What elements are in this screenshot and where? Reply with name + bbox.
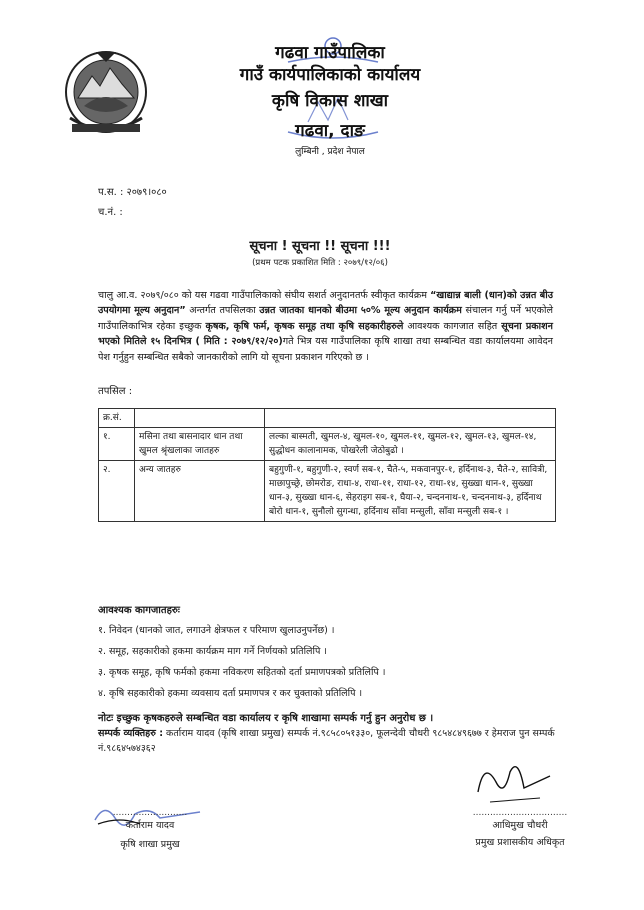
chalani-number: च.नं. : — [98, 207, 123, 218]
requirements-title: आवश्यक कागजातहरुः — [98, 605, 180, 616]
body-bold-2: उन्नत जातका धानको बीउमा ५०% मूल्य अनुदान कार्यक्रम — [259, 305, 462, 317]
body-text-2: अन्तर्गत तपसिलका — [185, 305, 260, 317]
header-province: लुम्बिनी , प्रदेश नेपाल — [295, 147, 365, 157]
notice-body — [98, 288, 553, 365]
signature-right-title: प्रमुख प्रशासकीय अधिकृत — [475, 837, 565, 848]
requirements-list — [98, 620, 385, 704]
body-bold-4: सूचना प्रकाशन भएको मितिले १५ दिनभित्र ( मिति : २०७९/१२/२०) — [98, 320, 553, 348]
notice-title: सूचना ! सूचना !! सूचना !!! — [249, 239, 391, 254]
row-sn: २. — [99, 461, 135, 522]
varieties-table — [98, 408, 556, 522]
header-office: गाउँ कार्यपालिकाको कार्यालय — [239, 65, 421, 85]
body-text-3: संचालन गर्नु पर्ने भएकोले गाउँपालिकाभित्र रहेका इच्छुक — [98, 305, 553, 332]
signature-right-scribble — [470, 752, 560, 812]
body-text-4: आवश्यक कागजात सहित — [403, 320, 502, 332]
table-row — [99, 461, 556, 522]
signature-left-title: कृषि शाखा प्रमुख — [120, 839, 180, 850]
signature-left — [80, 808, 220, 850]
signature-left-name: कर्ताराम यादव — [125, 820, 175, 831]
signature-right — [440, 808, 600, 848]
contact-details: कर्ताराम यादव (कृषि शाखा प्रमुख) सम्पर्क नं.९८५८०५१३३०, फूलन्देवी चौधरी ९८५४८४९६७७ र हेमराज पुन सम्पर्क नं.९८६४५७४३६२ — [98, 728, 555, 754]
tapasil-label: तपसिल : — [98, 386, 133, 397]
row-varieties: बहुगुणी-१, बहुगुणी-२, स्वर्ण सब-१, चैते-५, मकवानपुर-१, हर्दिनाथ-३, चैते-२, सावित्री, माछापुच्छ्रे, छोमरोङ, राधा-४, राधा-११, राधा-१२, राधा-१४, सुख्खा धान-१, सुख्खा धान-३, सुख्खा धान-६, सेहराइग सब-१, घैया-२, चन्दननाथ-१, चन्दननाथ-३, हर्दिनाथ बोरो धान-१, सुनौलो सुगन्धा, हर्दिनाथ साँवा मन्सुली, साँवा मन्सुली सब-१ । — [265, 461, 556, 522]
patra-sankhya: प.स. : २०७९।०८० — [98, 187, 167, 198]
body-bold-1: “खाद्यान्न बाली (धान)को उन्नत बीउ उपयोगमा मूल्य अनुदान” — [98, 290, 553, 317]
header-location: गढवा, दाङ — [295, 121, 365, 141]
note-text: नोटः इच्छुक कृषकहरुले सम्बन्धित वडा कार्यालय र कृषि शाखामा सम्पर्क गर्नु हुन अनुरोध छ । — [98, 713, 434, 724]
table-header-sn: क्र.सं. — [99, 409, 135, 428]
body-text-1: चालु आ.व. २०७९/०८० को यस गढवा गाउँपालिकाको संघीय सशर्त अनुदानतर्फ स्वीकृत कार्यक्रम — [98, 290, 431, 301]
header-branch: कृषि विकास शाखा — [271, 91, 389, 111]
row-type: मसिना तथा बासनादार धान तथा खुमल श्रृंखलाका जातहरु — [135, 428, 265, 461]
table-row — [99, 428, 556, 461]
header-municipality: गढवा गाउँपालिका — [275, 43, 385, 63]
row-type: अन्य जातहरु — [135, 461, 265, 522]
table-header-row — [99, 409, 556, 428]
signature-right-name: आधिमुख चौधरी — [492, 820, 548, 831]
list-item: ४. कृषि सहकारीको हकमा व्यवसाय दर्ता प्रमाणपत्र र कर चुक्ताको प्रतिलिपि । — [98, 688, 363, 699]
body-bold-3: कृषक, कृषि फर्म, कृषक समूह तथा कृषि सहकारीहरुले — [205, 320, 404, 332]
list-item: ३. कृषक समूह, कृषि फर्मको हकमा नविकरण सहितको दर्ता प्रमाणपत्रको प्रतिलिपि । — [98, 667, 386, 678]
notice-subtitle: (प्रथम पटक प्रकाशित मिति : २०७९/१२/०६) — [252, 258, 388, 268]
row-sn: १. — [99, 428, 135, 461]
row-varieties: लल्का बास्मती, खुमल-४, खुमल-१०, खुमल-११, खुमल-१२, खुमल-१३, खुमल-१४, सुद्धोधन कालानामक, पोखरेली जेठोबुढो । — [265, 428, 556, 461]
signature-left-dots: .......................... — [112, 808, 188, 818]
table-header-empty — [135, 409, 265, 428]
list-item: २. समूह, सहकारीको हकमा कार्यक्रम माग गर्ने निर्णयको प्रतिलिपि । — [98, 646, 327, 657]
list-item: १. निवेदन (धानको जात, लगाउने क्षेत्रफल र परिमाण खुलाउनुपर्नेछ) । — [98, 625, 335, 636]
body-text-5: गते भित्र यस गाउँपालिका कृषि शाखा तथा सम्बन्धित वडा कार्यालयमा आवेदन पेश गर्नुहुन सम्बन्धित सबैको जानकारीको लागि यो सूचना प्रकाशन गरिएको छ । — [98, 336, 553, 363]
contact-label: सम्पर्क व्यक्तिहरु : — [98, 728, 164, 739]
table-header-empty — [265, 409, 556, 428]
government-emblem — [60, 48, 152, 148]
signature-right-dots: ................................. — [472, 808, 568, 818]
